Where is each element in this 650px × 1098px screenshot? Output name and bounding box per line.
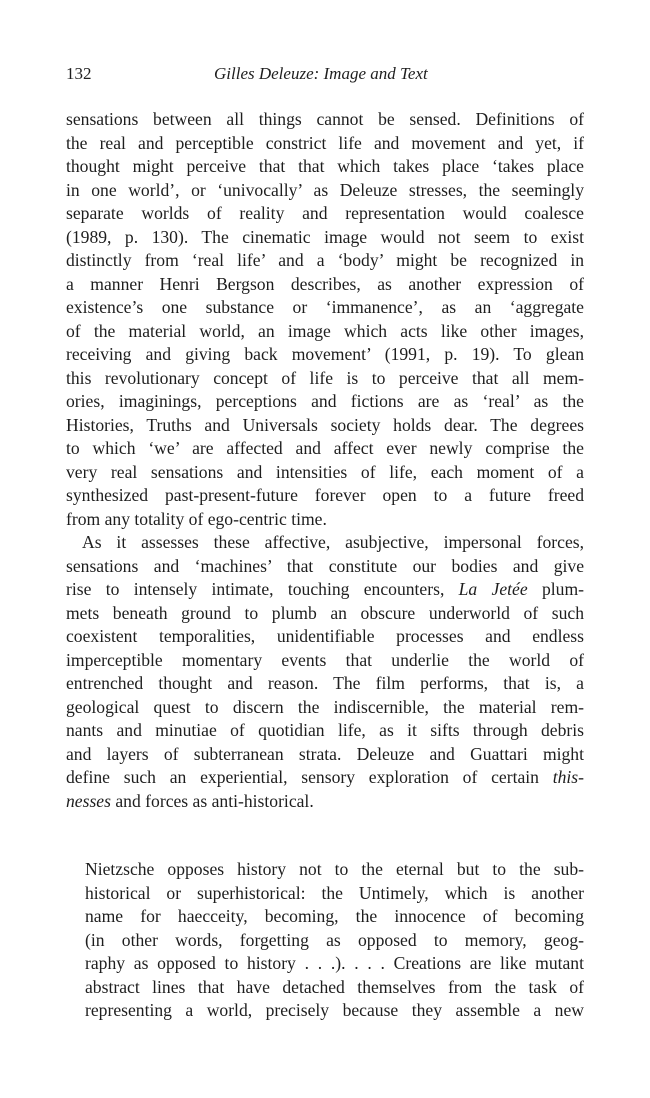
text-line: entrenched thought and reason. The film performs, that is, a [66,673,584,693]
page-header [66,64,584,88]
text-line: very real sensations and intensities of life, each moment of a [66,461,584,482]
text-line: in one world’, or ‘univocally’ as Deleuze stresses, the seemingly [66,179,584,200]
text-line: this revolutionary concept of life is to perceive that all mem- [66,367,584,388]
text-line: sensations between all things cannot be sensed. Definitions of [66,109,584,129]
italic-term: nesses [66,790,111,811]
text-line: to which ‘we’ are affected and affect ever newly comprise the [66,438,584,458]
quote-line: Nietzsche opposes history not to the eternal but to the sub- [85,859,584,879]
text-line: ories, imaginings, perceptions and fictions are as ‘real’ as the [66,391,584,411]
text-line: geological quest to discern the indiscernible, the material rem- [66,696,584,717]
text-line: thought might perceive that that which takes place ‘takes place [66,156,584,176]
text-line: separate worlds of reality and representation would coalesce [66,203,584,223]
quote-line: name for haecceity, becoming, the innocence of becoming [85,906,584,926]
text-line [66,766,584,790]
film-title: La Jetée [458,579,528,599]
text-line: sensations and ‘machines’ that constitute our bodies and give [66,555,584,576]
quote-line: historical or superhistorical: the Untimely, which is another [85,882,584,903]
text-line [66,790,584,814]
text-line: (1989, p. 130). The cinematic image would not seem to exist [66,226,584,247]
text-run: and forces as anti-historical. [115,790,314,811]
text-run: rise to intensely intimate, touching encounters, [66,579,459,599]
italic-term: this- [552,767,584,787]
text-line: and layers of subterranean strata. Deleuze and Guattari might [66,743,584,764]
text-line: Histories, Truths and Universals society holds dear. The degrees [66,414,584,435]
running-title: Gilles Deleuze: Image and Text [214,64,428,83]
text-line: nants and minutiae of quotidian life, as it sifts through debris [66,720,584,740]
text-line: distinctly from ‘real life’ and a ‘body’ might be recognized in [66,250,584,270]
paragraph-first-line: As it assesses these affective, asubjective, impersonal forces, [82,532,584,552]
text-line: imperceptible momentary events that underlie the world of [66,649,584,670]
text-line: mets beneath ground to plumb an obscure underworld of such [66,602,584,623]
text-line: of the material world, an image which acts like other images, [66,320,584,341]
block-quote [85,858,584,1023]
text-line: coexistent temporalities, unidentifiable processes and endless [66,626,584,646]
text-line: the real and perceptible constrict life and movement and yet, if [66,132,584,153]
text-line [66,578,584,602]
text-line: receiving and giving back movement’ (1991, p. 19). To glean [66,344,584,364]
page-number: 132 [66,64,92,83]
text-line: a manner Henri Bergson describes, as another expression of [66,273,584,294]
quote-line: abstract lines that have detached themselves from the task of [85,976,584,997]
text-run: define such an experiential, sensory exploration of certain [66,767,539,787]
text-run: plum- [541,579,584,599]
text-line: from any totality of ego-centric time. [66,508,327,529]
quote-line: (in other words, forgetting as opposed to memory, geog- [85,929,584,950]
quote-line: raphy as opposed to history . . .). . . . Creations are like mutant [85,953,584,973]
body-text [66,108,584,813]
text-line: existence’s one substance or ‘immanence’, as an ‘aggregate [66,297,584,317]
text-line: synthesized past-present-future forever open to a future freed [66,485,584,505]
quote-line: representing a world, precisely because they assemble a new [85,1000,584,1020]
